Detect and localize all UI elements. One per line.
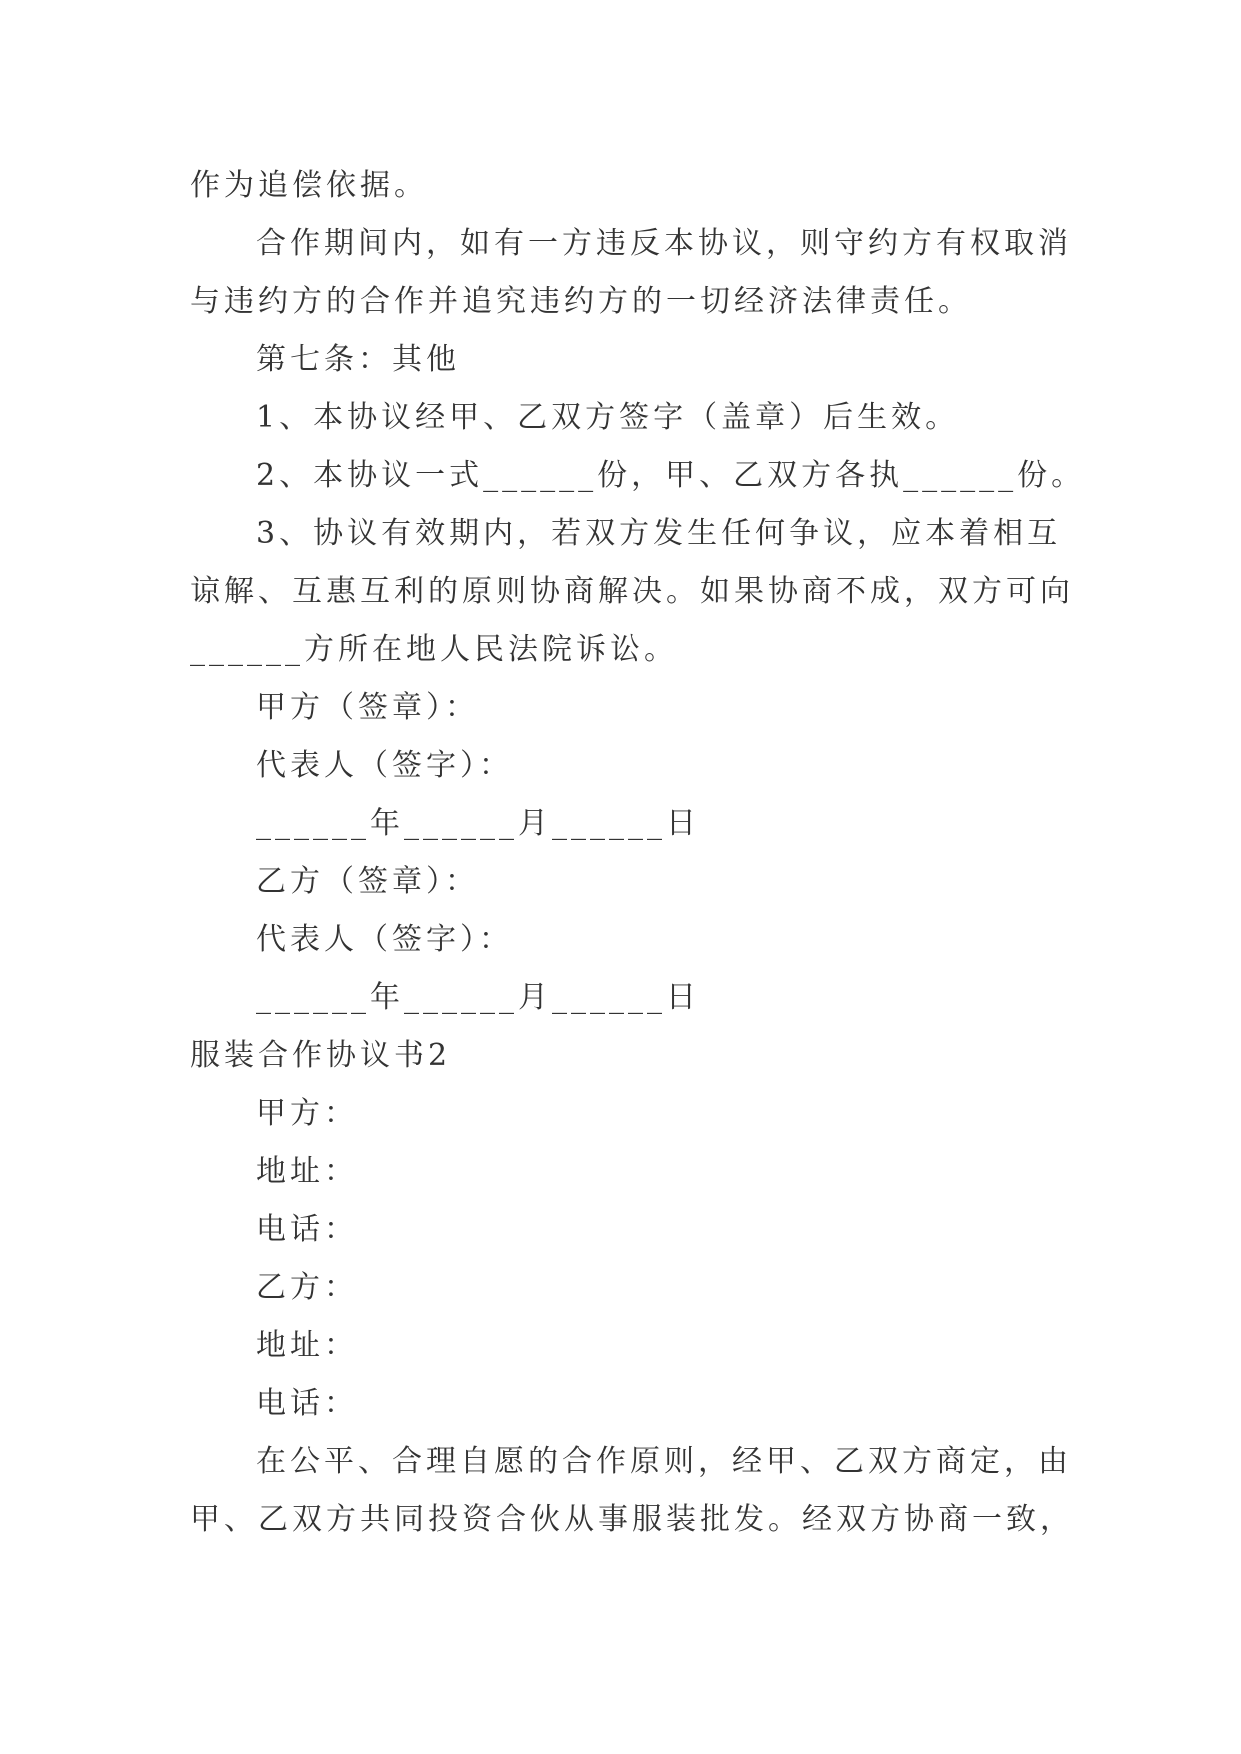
party-b-address-label: 地址： [256,1328,358,1363]
party-b-label: 乙方： [256,1270,358,1305]
clause-3: 3、协议有效期内，若双方发生任何争议，应本着相互 [256,516,1062,551]
text-line-2: 合作期间内，如有一方违反本协议，则守约方有权取消 [256,226,1072,261]
text-line-3: 与违约方的合作并追究违约方的一切经济法律责任。 [190,284,972,319]
party-a-signature-label: 甲方（签章）： [256,690,479,725]
party-a-label: 甲方： [256,1096,358,1131]
party-a-date-line: ______年______月______日 [256,806,700,841]
party-b-signature-label: 乙方（签章）： [256,864,479,899]
party-b-representative-label: 代表人（签字）： [256,922,513,957]
party-a-address-label: 地址： [256,1154,358,1189]
party-a-phone-label: 电话： [256,1212,358,1247]
party-b-phone-label: 电话： [256,1386,358,1421]
clause-3-cont-2: ______方所在地人民法院诉讼。 [190,632,678,667]
document-title-2: 服装合作协议书2 [190,1038,452,1073]
party-a-representative-label: 代表人（签字）： [256,748,513,783]
clause-1: 1、本协议经甲、乙双方签字（盖章）后生效。 [256,400,960,435]
section-heading-article-7: 第七条：其他 [256,342,460,377]
clause-2: 2、本协议一式______份，甲、乙双方各执______份。 [256,458,1086,493]
intro-paragraph-line-1: 在公平、合理自愿的合作原则，经甲、乙双方商定，由 [256,1444,1072,1479]
clause-3-cont-1: 谅解、互惠互利的原则协商解决。如果协商不成，双方可向 [190,574,1074,609]
party-b-date-line: ______年______月______日 [256,980,700,1015]
text-line-1: 作为追偿依据。 [190,168,428,203]
intro-paragraph-line-2: 甲、乙双方共同投资合伙从事服装批发。经双方协商一致， [190,1502,1074,1537]
